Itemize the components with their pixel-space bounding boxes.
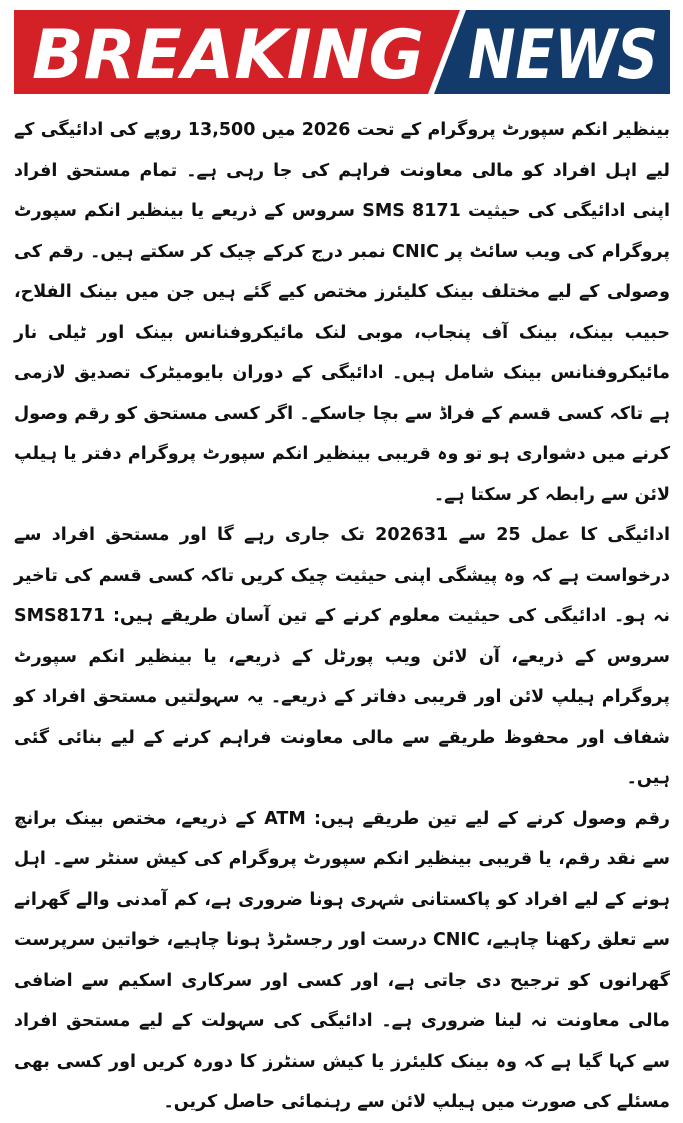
article-body <box>14 110 670 1123</box>
article-paragraph: رقم وصول کرنے کے لیے تین طریقے ہیں: ATM کے ذریعے، مختص بینک برانچ سے نقد رقم، یا قریبی بینظیر انکم سپورٹ پروگرام کی کیش سنٹر سے۔ اہل ہونے کے لیے افراد کو پاکستانی شہری ہونا ضروری ہے، کم آمدنی والے گھرانے سے تعلق رکھنا چاہیے، CNIC درست اور رجسٹرڈ ہونا چاہیے، خواتین سرپرست گھرانوں کو ترجیح دی جاتی ہے، اور کسی اور سرکاری اسکیم سے اضافی مالی معاونت نہ لینا ضروری ہے۔ ادائیگی کی سہولت کے لیے مستحق افراد سے کہا گیا ہے کہ وہ بینک کلیئرز یا کیش سنٹرز کا دورہ کریں اور کسی بھی مسئلے کی صورت میں ہیلپ لائن سے رہنمائی حاصل کریں۔ <box>14 808 671 1112</box>
breaking-news-graphic <box>14 10 670 94</box>
article-paragraph: ادائیگی کا عمل 25 سے 202631 تک جاری رہے گا اور مستحق افراد سے درخواست ہے کہ وہ پیشگی اپنی حیثیت چیک کریں تاکہ کسی قسم کی تاخیر نہ ہو۔ ادائیگی کی حیثیت معلوم کرنے کے تین آسان طریقے ہیں: SMS8171 سروس کے ذریعے، آن لائن ویب پورٹل کے ذریعے، یا بینظیر انکم سپورٹ پروگرام ہیلپ لائن اور قریبی دفاتر کے ذریعے۔ یہ سہولتیں مستحق افراد کو شفاف اور محفوظ طریقے سے مالی معاونت فراہم کرنے کے لیے بنائی گئی ہیں۔ <box>14 525 670 788</box>
article-paragraph: بینظیر انکم سپورٹ پروگرام کے تحت 2026 میں 13,500 روپے کی ادائیگی کے لیے اہل افراد کو مالی معاونت فراہم کی جا رہی ہے۔ تمام مستحق افراد اپنی ادائیگی کی حیثیت 8171 SMS سروس کے ذریعے یا بینظیر انکم سپورٹ پروگرام کی ویب سائٹ پر CNIC نمبر درج کرکے چیک کر سکتے ہیں۔ رقم کی وصولی کے لیے مختلف بینک کلیئرز مختص کیے گئے ہیں جن میں بینک الفلاح، حبیب بینک، بینک آف پنجاب، موبی لنک مائیکروفنانس بینک اور ٹیلی نار مائیکروفنانس بینک شامل ہیں۔ ادائیگی کے دوران بایومیٹرک تصدیق لازمی ہے تاکہ کسی قسم کے فراڈ سے بچا جاسکے۔ اگر کسی مستحق کو رقم وصول کرنے میں دشواری ہو تو وہ قریبی بینظیر انکم سپورٹ پروگرام دفتر یا ہیلپ لائن سے رابطہ کر سکتا ہے۔ <box>14 120 670 505</box>
banner-word-news: NEWS <box>468 16 658 95</box>
breaking-news-banner <box>14 10 670 94</box>
banner-word-breaking: BREAKING <box>32 16 424 95</box>
